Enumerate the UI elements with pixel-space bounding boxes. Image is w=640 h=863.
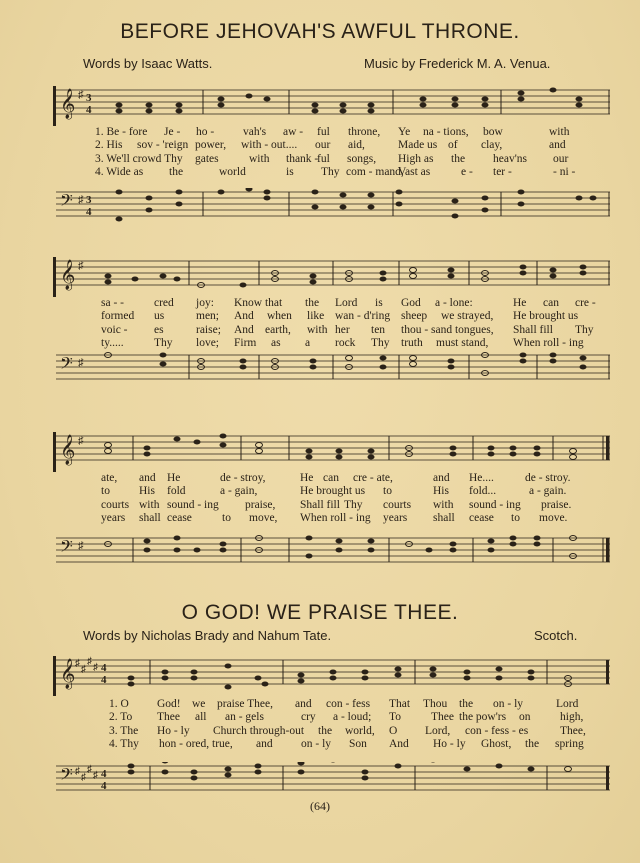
verse-1-line: 1. Be - fore Je - ho - vah's aw - ful throne, Ye na - tions, bow with: [95, 126, 570, 138]
verse-4-line: years shall cease to move, When roll - ing years shall cease to move.: [101, 511, 568, 524]
svg-text:♯: ♯: [78, 194, 84, 206]
verse-1-line: sa - - cred joy: Know that the Lord is God a - lone: He can cre -: [101, 297, 596, 309]
svg-text:♯: ♯: [75, 658, 80, 669]
treble-staff: [53, 257, 610, 290]
verse-lyrics: [53, 126, 610, 179]
treble-staff: [53, 656, 610, 689]
verse-2-line: 2. To Thee all an - gels cry a - loud; To Thee the pow'rs on high,: [109, 711, 584, 724]
verse-lyrics: [53, 297, 610, 350]
svg-text:♯: ♯: [78, 89, 84, 101]
music-system: [53, 84, 610, 234]
svg-text:4: 4: [86, 104, 92, 116]
svg-text:𝄞: 𝄞: [60, 260, 76, 289]
bass-staff: [53, 534, 610, 567]
verse-3-line: voic - es raise; And earth, with her ten thou - sand tongues, Shall fill Thy: [101, 323, 594, 336]
svg-text:♯: ♯: [93, 662, 98, 673]
verse-4-line: ty..... Thy love; Firm as a rock Thy truth must stand, When roll - ing: [101, 336, 584, 349]
svg-text:𝄢: 𝄢: [60, 190, 73, 214]
svg-text:♯: ♯: [87, 656, 92, 667]
verse-2-line: 2. His sov - 'reign power, with - out.... our aid, Made us of clay, and: [95, 139, 566, 152]
treble-staff: [53, 86, 610, 119]
svg-text:𝄢: 𝄢: [60, 538, 73, 560]
verse-lyrics: [53, 698, 610, 751]
bass-staff: [53, 762, 610, 795]
verse-4-line: 4. Wide as the world is Thy com - mand, Vast as e - ter - - ni -: [95, 165, 576, 178]
svg-text:𝄢: 𝄢: [60, 766, 73, 788]
verse-2-line: to His fold a - gain, He brought us to His fold... a - gain.: [101, 485, 567, 498]
svg-text:3: 3: [86, 92, 92, 104]
svg-text:𝄞: 𝄞: [60, 435, 76, 464]
svg-text:𝄢: 𝄢: [60, 355, 73, 377]
words-credit: Words by Isaac Watts.: [83, 56, 213, 71]
svg-text:4: 4: [101, 674, 107, 686]
bass-staff: [53, 351, 610, 384]
svg-text:𝄞: 𝄞: [60, 659, 76, 688]
verse-3-line: courts with sound - ing praise, Shall fill Thy courts with sound - ing praise.: [101, 498, 572, 511]
svg-text:♯: ♯: [78, 357, 84, 369]
verse-3-line: 3. We'll crowd Thy gates with thank - ful songs, High as the heav'ns our: [95, 152, 569, 165]
bass-staff: [53, 188, 610, 221]
svg-text:♯: ♯: [78, 435, 84, 447]
svg-text:♯: ♯: [75, 766, 80, 777]
verse-3-line: 3. The Ho - ly Church through-out the world, O Lord, con - fess - es Thee,: [109, 724, 586, 737]
music-system: [53, 255, 610, 395]
svg-text:3: 3: [86, 194, 92, 206]
words-credit: Words by Nicholas Brady and Nahum Tate.: [83, 628, 332, 643]
svg-text:♯: ♯: [78, 540, 84, 552]
hymn-title: O GOD! WE PRAISE THEE.: [181, 601, 459, 624]
svg-text:♯: ♯: [81, 664, 86, 675]
verse-1-line: 1. O God! we praise Thee, and con - fess That Thou the on - ly Lord: [109, 698, 579, 710]
music-system: [53, 654, 610, 804]
verse-2-line: formed us men; And when like wan - d'ring sheep we strayed, He brought us: [101, 310, 579, 323]
svg-text:4: 4: [101, 662, 107, 674]
music-credit: Scotch.: [534, 628, 578, 643]
svg-text:♯: ♯: [81, 772, 86, 783]
svg-text:♯: ♯: [87, 764, 92, 775]
svg-text:♯: ♯: [93, 770, 98, 781]
music-credit: Music by Frederick M. A. Venua.: [364, 56, 551, 71]
verse-lyrics: [53, 472, 610, 525]
treble-staff: [53, 432, 610, 465]
svg-text:4: 4: [101, 768, 107, 780]
svg-text:♯: ♯: [78, 260, 84, 272]
music-system: [53, 430, 610, 580]
hymn-title: BEFORE JEHOVAH'S AWFUL THRONE.: [120, 20, 520, 43]
verse-4-line: 4. Thy hon - ored, true, and on - ly Son And Ho - ly Ghost, the spring: [109, 737, 584, 750]
svg-text:4: 4: [101, 780, 107, 792]
svg-text:4: 4: [86, 206, 92, 218]
svg-text:𝄞: 𝄞: [60, 89, 76, 119]
verse-1-line: ate, and He de - stroy, He can cre - ate, and He.... de - stroy.: [101, 472, 571, 484]
page-number: (64): [310, 799, 330, 813]
